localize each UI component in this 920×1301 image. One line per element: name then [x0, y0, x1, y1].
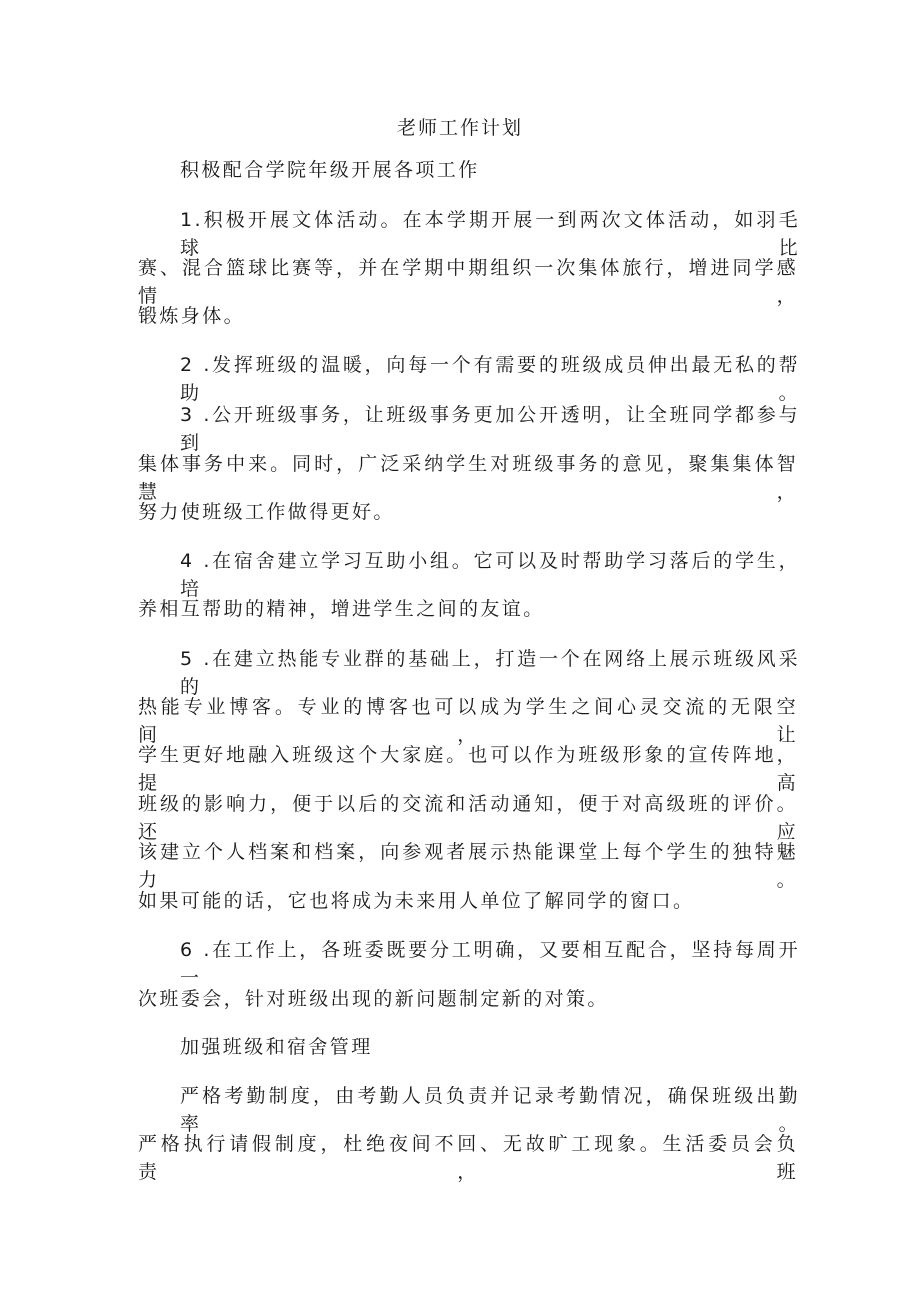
- document-title: 老师工作计划: [396, 117, 523, 139]
- paragraph-line: 3 .公开班级事务，让班级事务更加公开透明，让全班同学都参与到: [180, 404, 800, 454]
- section-heading: 加强班级和宿舍管理: [180, 1036, 373, 1058]
- paragraph-line: 2 .发挥班级的温暖，向每一个有需要的班级成员伸出最无私的帮助。: [180, 354, 800, 404]
- paragraph-line: 如果可能的话，它也将成为未来用人单位了解同学的窗口。: [138, 890, 695, 912]
- paragraph-line: 严格执行请假制度，杜绝夜间不回、无故旷工现象。生活委员会负责，班: [138, 1133, 798, 1183]
- paragraph-line: 5 .在建立热能专业群的基础上，打造一个在网络上展示班级风采的: [180, 648, 800, 698]
- paragraph-line: 4 .在宿舍建立学习互助小组。它可以及时帮助学习落后的学生，培: [180, 550, 800, 600]
- paragraph-line: 该建立个人档案和档案，向参观者展示热能课堂上每个学生的独特魅力。: [138, 841, 798, 891]
- paragraph-line: 努力使班级工作做得更好。: [138, 501, 395, 523]
- section-heading: 积极配合学院年级开展各项工作: [180, 159, 480, 181]
- paragraph-line: 热能专业博客。专业的博客也可以成为学生之间心灵交流的无限空间，让: [138, 696, 798, 746]
- paragraph-line: 锻炼身体。: [138, 305, 246, 327]
- paragraph-line: 学生更好地融入班级这个大家庭。也可以作为班级形象的宣传阵地，提高: [138, 744, 798, 794]
- paragraph-line: 严格考勤制度，由考勤人员负责并记录考勤情况，确保班级出勤率。: [180, 1085, 800, 1135]
- paragraph-line: 班级的影响力，便于以后的交流和活动通知，便于对高级班的评价。还应: [138, 793, 798, 843]
- paragraph-line: 6 .在工作上，各班委既要分工明确，又要相互配合，坚持每周开一: [180, 939, 800, 989]
- paragraph-line: 养相互帮助的精神，增进学生之间的友谊。: [138, 598, 545, 620]
- paragraph-line: 次班委会，针对班级出现的新问题制定新的对策。: [138, 988, 609, 1010]
- paragraph-line: 1.积极开展文体活动。在本学期开展一到两次文体活动，如羽毛球比: [180, 209, 800, 259]
- paragraph-line: 赛、混合篮球比赛等，并在学期中期组织一次集体旅行，增进同学感情，: [138, 257, 798, 307]
- paragraph-line: 集体事务中来。同时，广泛采纳学生对班级事务的意见，聚集集体智慧，: [138, 453, 798, 503]
